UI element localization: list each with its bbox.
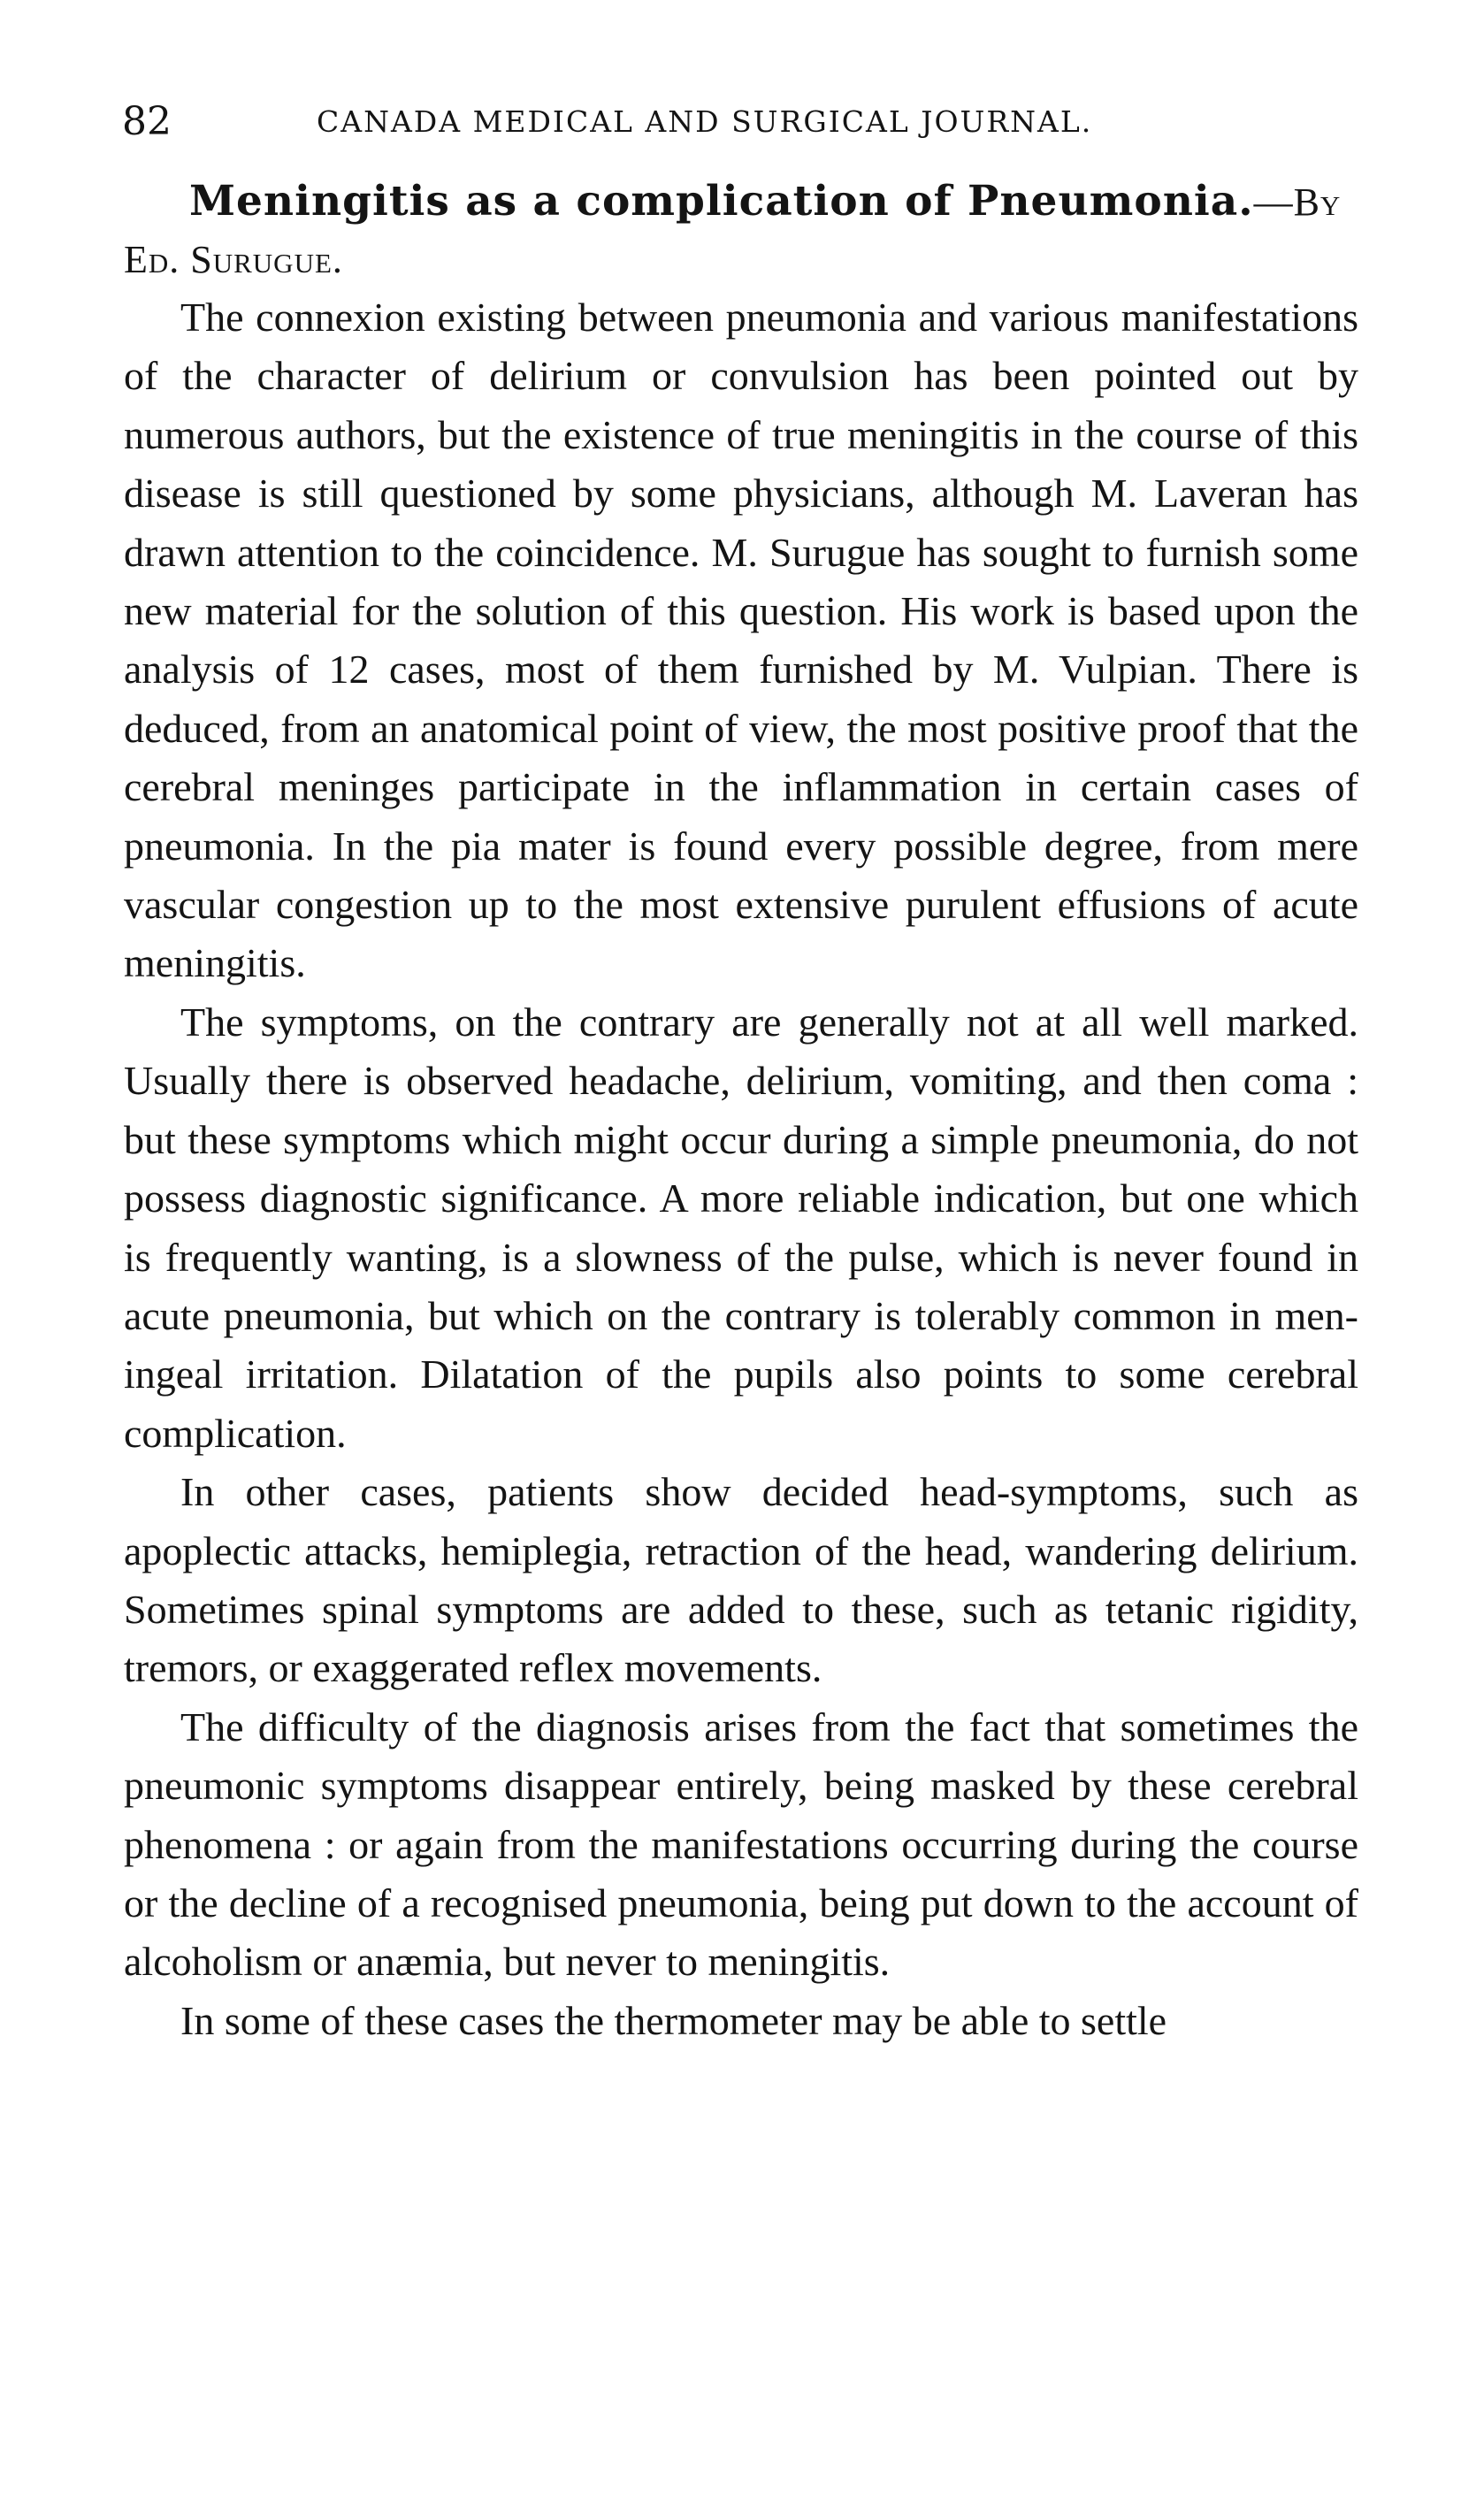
page-number: 82 [122, 99, 172, 144]
paragraph: The symptoms, on the contrary are generally not at all well marked. Usually there is observed headache, delirium, vomiting, and then coma : but these symptoms which might occur during a simple pneumonia, do not possess diagnostic significance. A more reliable indication, but one which is frequently wanting, is a slowness of the pulse, which is never found in acute pneumonia, but which on the contrary is tolerably common in meningeal irritation. Dilatation of the pupils also points to some cerebral complication. [124, 999, 1358, 1456]
paragraph: The difficulty of the diagnosis arises from the fact that sometimes the pneumonic symptoms disappear entirely, being masked by these cerebral phenomena : or again from the manifestations occurring during the course or the decline of a recognised pneumonia, being put down to the account of alcoholism or anæmia, but never to meningitis. [124, 1703, 1358, 1985]
article-body [124, 288, 1358, 2050]
paragraph: In some of these cases the thermometer may be able to settle [180, 1997, 1167, 2043]
article-byline: —By Ed. Surugue. [124, 180, 1342, 281]
paragraph: In other cases, patients show decided head-symptoms, such as apoplectic attacks, hemiplegia, retraction of the head, wandering delirium. Sometimes spinal symptoms are added to these, such as tetanic rigidity, tremors, or exaggerated reflex movements. [124, 1469, 1358, 1691]
article-headline [124, 173, 1358, 288]
article-title: Meningitis as a complication of Pneumonia. [189, 177, 1254, 226]
running-head [122, 96, 1360, 149]
journal-title: CANADA MEDICAL AND SURGICAL JOURNAL. [317, 104, 1093, 139]
article [124, 173, 1358, 2050]
paragraph: The connexion existing between pneumonia and various manifestations of the character of delirium or convulsion has been pointed out by numerous authors, but the existence of true meningitis in the course of this disease is still questioned by some physicians, although M. Laveran has drawn attention to the coincidence. M. Surugue has sought to furnish some new material for the solution of this question. His work is based upon the analysis of 12 cases, most of them furnished by M. Vulpian. There is deduced, from an anatomical point of view, the most positive proof that the cerebral meninges participate in the inflammation in certain cases of pneumonia. In the pia mater is found every possible degree, from mere vascular congestion up to the most extensive purulent effusions of acute meningitis. [124, 295, 1358, 986]
